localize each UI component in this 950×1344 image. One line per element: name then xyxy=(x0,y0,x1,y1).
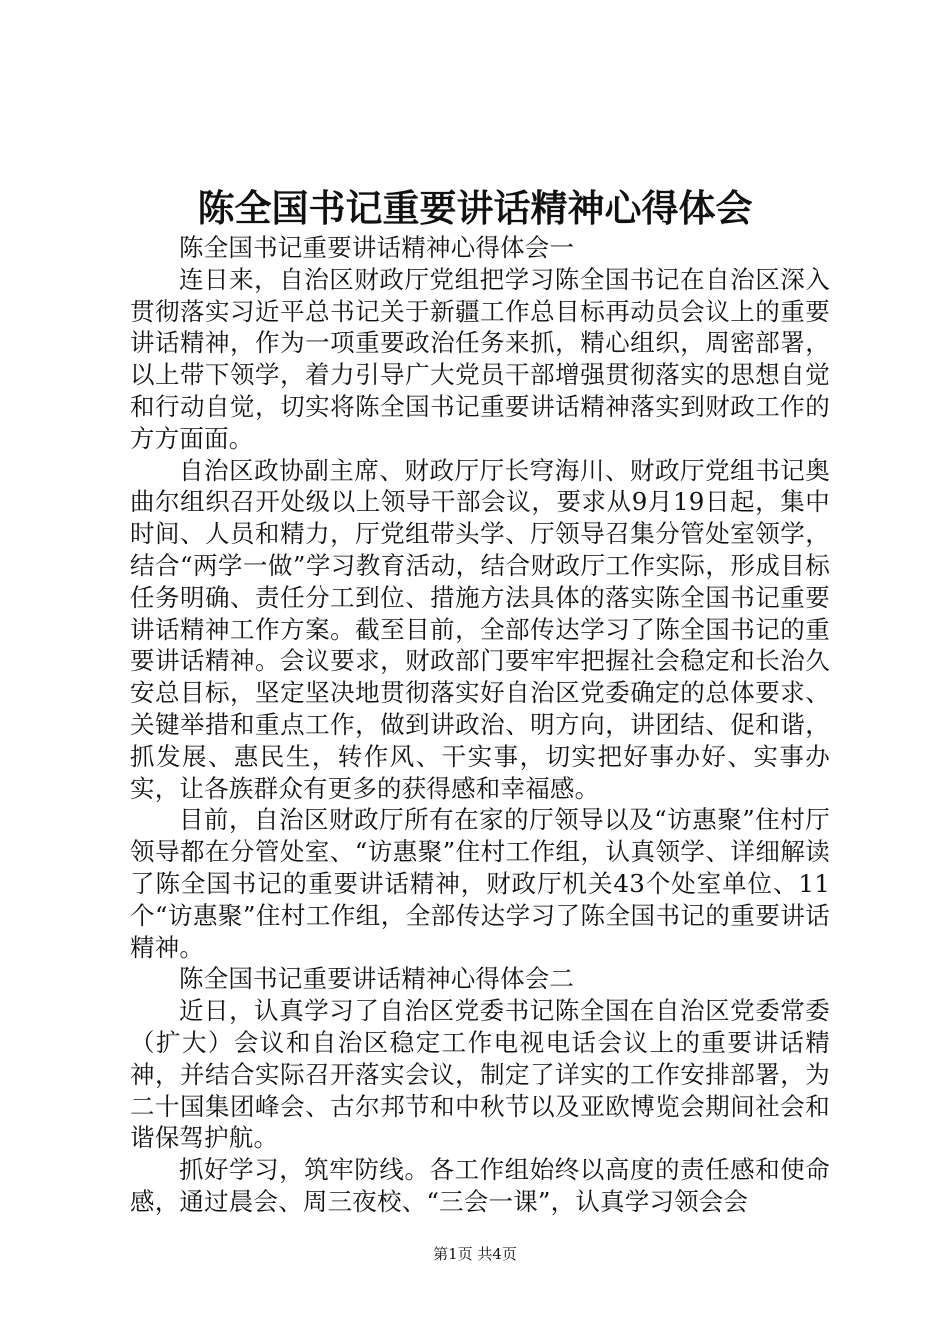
document-body xyxy=(130,232,830,1218)
document-title: 陈全国书记重要讲话精神心得体会 xyxy=(197,186,753,230)
page-number-footer: 第1页 共4页 xyxy=(433,1245,517,1263)
paragraph: 自治区政协副主席、财政厅厅长穹海川、财政厅党组书记奥曲尔组织召开处级以上领导干部会议，要求从9月19日起，集中时间、人员和精力，厅党组带头学、厅领导召集分管处室领学，结合“两学一做”学习教育活动，结合财政厅工作实际，形成目标任务明确、责任分工到位、措施方法具体的落实陈全国书记重要讲话精神工作方案。截至目前，全部传达学习了陈全国书记的重要讲话精神。会议要求，财政部门要牢牢把握社会稳定和长治久安总目标，坚定坚决地贯彻落实好自治区党委确定的总体要求、关键举措和重点工作，做到讲政治、明方向，讲团结、促和谐，抓发展、惠民生，转作风、干实事，切实把好事办好、实事办实，让各族群众有更多的获得感和幸福感。 xyxy=(130,455,830,803)
section-heading-1: 陈全国书记重要讲话精神心得体会一 xyxy=(179,233,575,262)
section-heading-2: 陈全国书记重要讲话精神心得体会二 xyxy=(179,964,575,994)
paragraph: 连日来，自治区财政厅党组把学习陈全国书记在自治区深入贯彻落实习近平总书记关于新疆工作总目标再动员会议上的重要讲话精神，作为一项重要政治任务来抓，精心组织，周密部署，以上带下领学，着力引导广大党员干部增强贯彻落实的思想自觉和行动自觉，切实将陈全国书记重要讲话精神落实到财政工作的方方面面。 xyxy=(130,264,830,453)
paragraph: 近日，认真学习了自治区党委书记陈全国在自治区党委常委（扩大）会议和自治区稳定工作电视电话会议上的重要讲话精神，并结合实际召开落实会议，制定了详实的工作安排部署，为二十国集团峰会、古尔邦节和中秋节以及亚欧博览会期间社会和谐保驾护航。 xyxy=(130,996,830,1153)
paragraph: 抓好学习，筑牢防线。各工作组始终以高度的责任感和使命感，通过晨会、周三夜校、“三会一课”，认真学习领会会 xyxy=(130,1155,830,1216)
paragraph: 目前，自治区财政厅所有在家的厅领导以及“访惠聚”住村厅领导都在分管处室、“访惠聚”住村工作组，认真领学、详细解读了陈全国书记的重要讲话精神，财政厅机关43个处室单位、11个“访惠聚”住村工作组，全部传达学习了陈全国书记的重要讲话精神。 xyxy=(130,805,830,962)
